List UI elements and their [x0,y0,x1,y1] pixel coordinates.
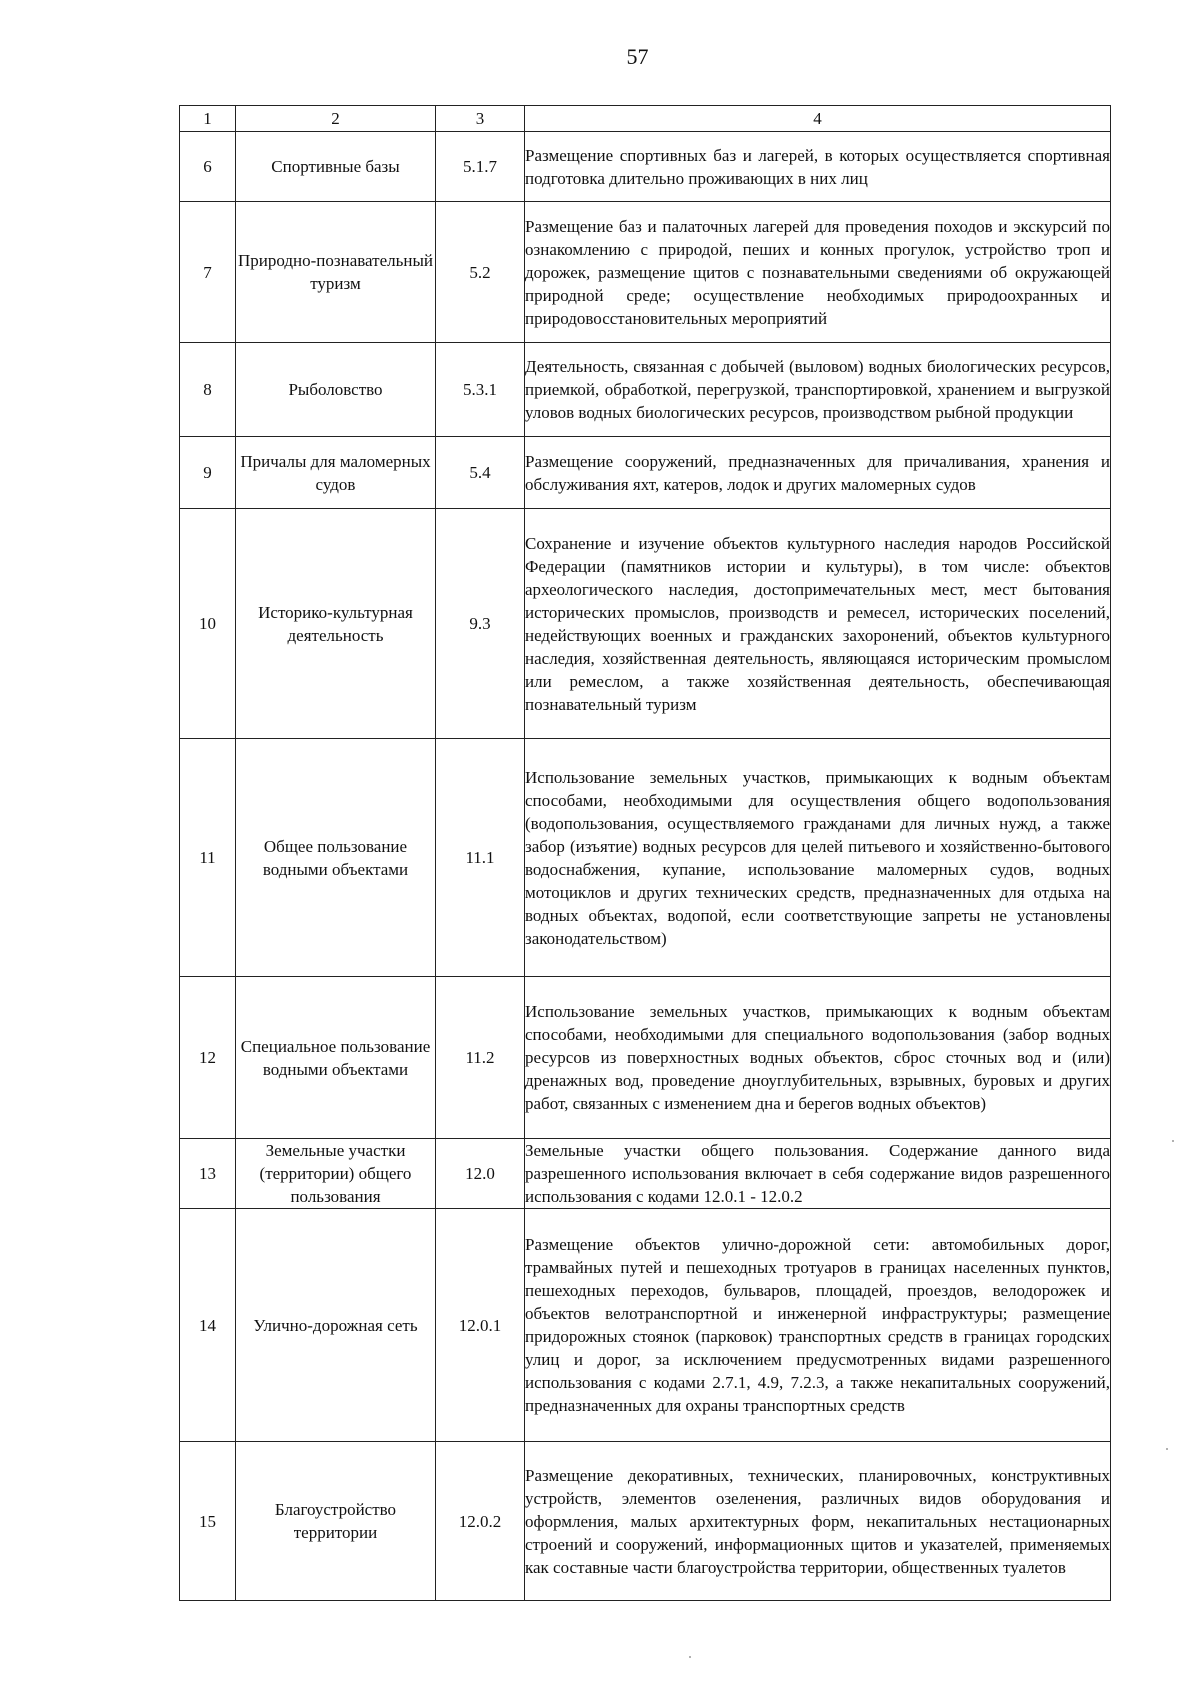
use-name: Природно-познавательный туризм [236,202,436,343]
row-number: 15 [180,1442,236,1601]
use-description: Размещение спортивных баз и лагерей, в которых осуществляется спортивная подготовка длительно проживающих в них лиц [525,132,1111,202]
use-code: 5.3.1 [436,343,525,437]
row-number: 10 [180,509,236,739]
scan-speck [1166,1448,1168,1450]
use-code: 12.0.1 [436,1209,525,1442]
row-number: 8 [180,343,236,437]
use-name: Специальное пользование водными объектами [236,977,436,1139]
table-row [180,343,1111,437]
table-row [180,1442,1111,1601]
row-number: 14 [180,1209,236,1442]
use-code: 5.4 [436,437,525,509]
use-name: Спортивные базы [236,132,436,202]
row-number: 11 [180,739,236,977]
use-code: 9.3 [436,509,525,739]
use-description: Размещение баз и палаточных лагерей для проведения походов и экскурсий по ознакомлению с природой, пеших и конных прогулок, устройство троп и дорожек, размещение щитов с познавательными сведениями об окружающей природной среде; осуществление необходимых природоохранных и природовосстановительных мероприятий [525,202,1111,343]
table-row [180,1209,1111,1442]
row-number: 6 [180,132,236,202]
row-number: 7 [180,202,236,343]
use-description: Деятельность, связанная с добычей (выловом) водных биологических ресурсов, приемкой, обработкой, перегрузкой, транспортировкой, хранением и выгрузкой уловов водных биологических ресурсов, производством рыбной продукции [525,343,1111,437]
table-row [180,132,1111,202]
use-name: Земельные участки (территории) общего пользования [236,1139,436,1209]
use-description: Размещение объектов улично-дорожной сети: автомобильных дорог, трамвайных путей и пешеходных тротуаров в границах населенных пунктов, пешеходных переходов, бульваров, площадей, проездов, велодорожек и объектов велотранспортной и инженерной инфраструктуры; размещение придорожных стоянок (парковок) транспортных средств в границах городских улиц и дорог, за исключением предусмотренных видами разрешенного использования с кодами 2.7.1, 4.9, 7.2.3, а также некапитальных сооружений, предназначенных для охраны транспортных средств [525,1209,1111,1442]
use-description: Размещение декоративных, технических, планировочных, конструктивных устройств, элементов озеленения, различных видов оборудования и оформления, малых архитектурных форм, некапитальных нестационарных строений и сооружений, информационных щитов и указателей, применяемых как составные части благоустройства территории, общественных туалетов [525,1442,1111,1601]
table-row [180,1139,1111,1209]
header-cell: 4 [525,106,1111,132]
use-name: Улично-дорожная сеть [236,1209,436,1442]
land-use-table [179,105,1111,1601]
table-row [180,509,1111,739]
use-name: Причалы для маломерных судов [236,437,436,509]
use-name: Благоустройство территории [236,1442,436,1601]
use-description: Использование земельных участков, примыкающих к водным объектам способами, необходимыми для осуществления общего водопользования (водопользования, осуществляемого гражданами для личных нужд, а также забор (изъятие) водных ресурсов для целей питьевого и хозяйственно-бытового водоснабжения, купание, использование маломерных судов, водных мотоциклов и других технических средств, предназначенных для отдыха на водных объектах, водопой, если соответствующие запреты не установлены законодательством) [525,739,1111,977]
use-description: Земельные участки общего пользования. Содержание данного вида разрешенного использования включает в себя содержание видов разрешенного использования с кодами 12.0.1 - 12.0.2 [525,1139,1111,1209]
table-header-row [180,106,1111,132]
header-cell: 1 [180,106,236,132]
use-name: Рыболовство [236,343,436,437]
use-code: 5.1.7 [436,132,525,202]
use-description: Сохранение и изучение объектов культурного наследия народов Российской Федерации (памятников истории и культуры), в том числе: объектов археологического наследия, достопримечательных мест, мест бытования исторических промыслов, производств и ремесел, исторических поселений, недействующих военных и гражданских захоронений, объектов культурного наследия, хозяйственная деятельность, являющаяся историческим промыслом или ремеслом, а также хозяйственная деятельность, обеспечивающая познавательный туризм [525,509,1111,739]
row-number: 13 [180,1139,236,1209]
use-description: Размещение сооружений, предназначенных для причаливания, хранения и обслуживания яхт, катеров, лодок и других маломерных судов [525,437,1111,509]
use-code: 12.0 [436,1139,525,1209]
use-name: Историко-культурная деятельность [236,509,436,739]
row-number: 12 [180,977,236,1139]
table-row [180,202,1111,343]
table-row [180,977,1111,1139]
scan-speck [1172,1140,1174,1142]
page-number: 57 [626,44,649,69]
use-code: 11.2 [436,977,525,1139]
use-name: Общее пользование водными объектами [236,739,436,977]
use-code: 5.2 [436,202,525,343]
scan-speck [689,1656,691,1658]
header-cell: 3 [436,106,525,132]
use-code: 11.1 [436,739,525,977]
table-row [180,739,1111,977]
row-number: 9 [180,437,236,509]
use-description: Использование земельных участков, примыкающих к водным объектам способами, необходимыми для специального водопользования (забор водных ресурсов из поверхностных водных объектов, сброс сточных вод и (или) дренажных вод, проведение дноуглубительных, взрывных, буровых и других работ, связанных с изменением дна и берегов водных объектов) [525,977,1111,1139]
table-row [180,437,1111,509]
use-code: 12.0.2 [436,1442,525,1601]
header-cell: 2 [236,106,436,132]
